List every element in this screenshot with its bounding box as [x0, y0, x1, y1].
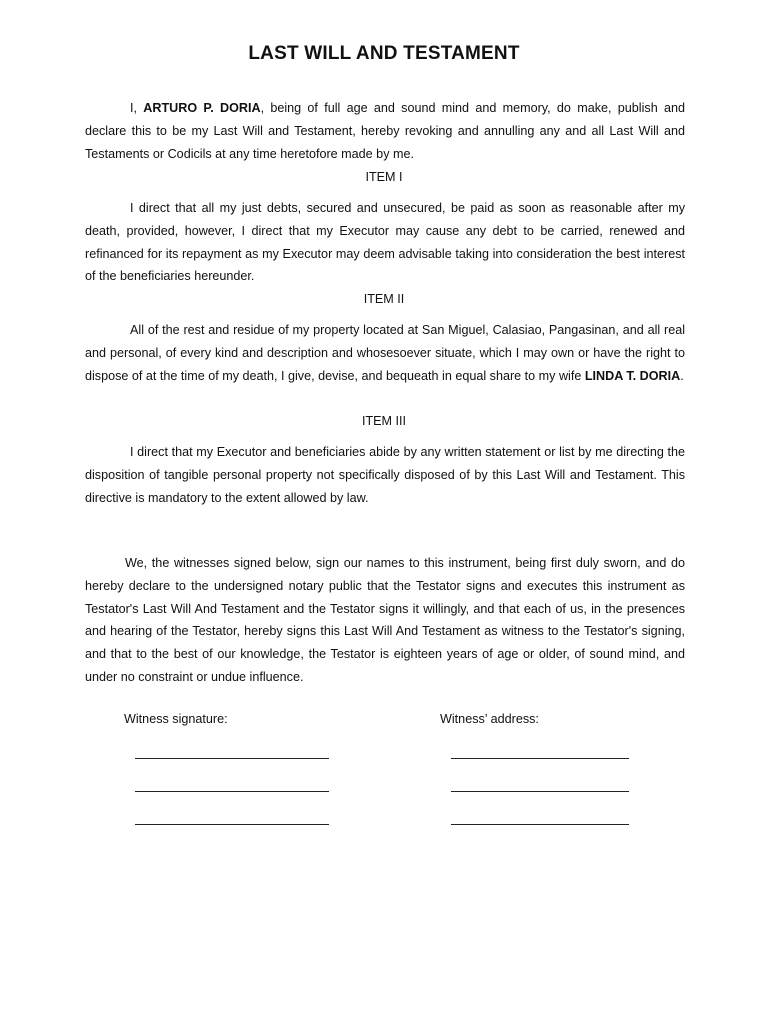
witness-address-line[interactable] — [451, 824, 629, 825]
intro-paragraph — [85, 97, 685, 165]
item-2-heading: ITEM II — [363, 292, 405, 306]
witness-clause: We, the witnesses signed below, sign our names to this instrument, being first duly sworn, and do hereby declare to the undersigned notary public that the Testator signs and executes this instrument as Testator's Last Will And Testament and the Testator signs it willingly, and that each of us, in the presences and hearing of the Testator, hereby signs this Last Will And Testament as witness to the Testator's signing, and that to the best of our knowledge, the Testator is eighteen years of age or older, of sound mind, and under no constraint or undue influence. — [85, 556, 685, 684]
item-1-text: I direct that all my just debts, secured and unsecured, be paid as soon as reasonable after my death, provided, however, I direct that my Executor may cause any debt to be carried, renewed and refinanced for its repayment as my Executor may deem advisable taking into consideration the best interest of the beneficiaries hereunder. — [85, 201, 685, 284]
witness-address-line[interactable] — [451, 791, 629, 792]
testator-name: ARTURO P. DORIA — [143, 101, 261, 115]
item-1-heading: ITEM I — [365, 170, 403, 184]
witness-signature-line[interactable] — [135, 791, 329, 792]
intro-prefix: I, — [130, 101, 144, 115]
item-3-text: I direct that my Executor and beneficiaries abide by any written statement or list by me directing the disposition of tangible personal property not specifically disposed of by this Last Will and Testament. This directive is mandatory to the extent allowed by law. — [85, 445, 685, 505]
intro-suffix: , being of full age and sound mind and memory, do make, publish and declare this to be my Last Will and Testament, hereby revoking and annulling any and all Last Will and Testaments or Codicils at any time heretofore made by me. — [85, 101, 685, 161]
document-title: LAST WILL AND TESTAMENT — [248, 43, 520, 64]
witness-signature-line[interactable] — [135, 824, 329, 825]
witness-address-label: Witness’ address: — [440, 712, 539, 726]
item-3-heading: ITEM III — [361, 414, 407, 428]
witness-signature-label: Witness signature: — [124, 712, 228, 726]
witness-address-line[interactable] — [451, 758, 629, 759]
item-2-text-before: All of the rest and residue of my property located at San Miguel, Calasiao, Pangasinan, and all real and personal, of every kind and description and whosesoever situate, which I may own or have the right to dispose of at the time of my death, I give, devise, and bequeath in equal share to my wife — [85, 323, 685, 383]
item-2-paragraph — [85, 319, 685, 387]
beneficiary-name: LINDA T. DORIA — [584, 368, 681, 383]
item-2-text-after: . — [680, 368, 684, 383]
witness-signature-line[interactable] — [135, 758, 329, 759]
